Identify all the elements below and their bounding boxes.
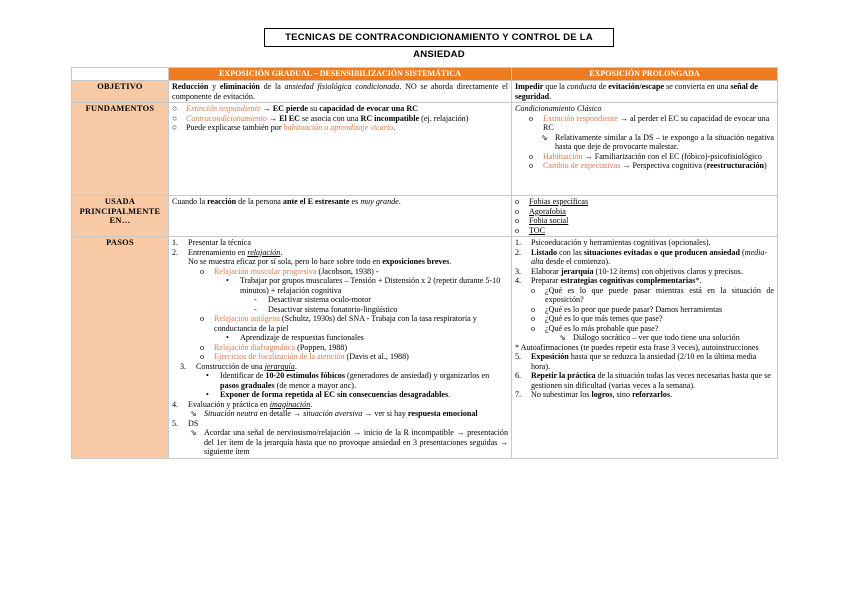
arrow-bullet-icon: ⇘ xyxy=(190,409,197,418)
techniques-table xyxy=(71,67,778,459)
arrow-bullet-icon: ⇘ xyxy=(559,333,566,342)
list-item: o ¿Qué es lo que puede pasar mientras está en la situación de exposición? xyxy=(531,285,774,304)
list-item: ⇘ Situación neutra en detalle → situación aversiva → ver si hay respuesta emocional xyxy=(190,409,478,418)
fundamentos-left xyxy=(169,103,512,196)
list-item: o Relajación diafragmática (Poppen, 1988) xyxy=(200,342,348,352)
list-item: o Habituación → Familiarización con el EC (fóbico)-psicofisiológico xyxy=(529,151,762,161)
list-item: 3. Construcción de una jerarquía. xyxy=(180,361,297,371)
objetivo-right: Impedir que la conducta de evitación/escape se convierta en una señal de seguridad. xyxy=(512,81,778,103)
header-row xyxy=(72,68,778,81)
list-item: 3. Elaborar jerarquía (10-12 ítems) con objetivos claros y precisos. xyxy=(515,266,743,276)
note-text: * Autoafirmaciones (te puedes repetir esta frase 3 veces), autoinstrucciones xyxy=(515,342,759,352)
list-item: 2. Entrenamiento en relajación. xyxy=(172,247,283,257)
list-item: • Aprendizaje de respuestas funcionales xyxy=(226,333,364,342)
list-item: o Cambio de expectativas → Perspectiva cognitiva (reestructuración) xyxy=(529,161,767,170)
list-item: 5. DS xyxy=(172,418,199,428)
list-item: o Extinción respondiente → al perder el EC su capacidad de evocar una RC xyxy=(529,113,770,132)
list-item: • Exponer de forma repetida al EC sin consecuencias desagradables. xyxy=(206,390,451,399)
usada-row xyxy=(72,196,778,237)
list-item: • Identificar de 10-20 estímulos fóbicos (generadores de ansiedad) y organizarlos en pasos graduales (de menor a mayor anc). xyxy=(206,371,490,390)
list-item: o Ejercicios de focalización de la atención (Davis et al., 1988) xyxy=(200,352,409,361)
list-item: 1. Presentar la técnica xyxy=(172,238,251,247)
arrow-bullet-icon: ⇘ xyxy=(190,428,197,437)
list-item: ○ Contracondicionamiento → El EC se asocia con una RC incompatible (ej. relajación) xyxy=(172,113,469,123)
list-item: o ¿Qué es lo más probable que pase? xyxy=(531,323,659,333)
list-item: ⇘ Diálogo socrático – ver que todo tiene una solución xyxy=(559,333,740,342)
pasos-right xyxy=(512,237,778,459)
list-item: o Fobia social xyxy=(515,216,569,225)
list-item: o Fobias específicas xyxy=(515,197,589,206)
header-prolongada: EXPOSICIÓN PROLONGADA xyxy=(512,68,778,81)
list-item: 4. Evaluación y práctica en imaginación. xyxy=(172,399,313,409)
objetivo-left: Reducción y eliminación de la ansiedad fisiológica condicionada. NO se aborda directamente el componente de evitación. xyxy=(169,81,512,103)
list-item: ○ Extinción respondiente → EC pierde su capacidad de evocar una RC xyxy=(172,104,419,113)
fundamentos-row xyxy=(72,103,778,196)
list-item: o Relajación autógena (Schultz, 1930s) del SNA - Trabaja con la tasa respiratoria y conductancia de la piel xyxy=(200,314,477,333)
list-item: ⇘ Relativamente similar a la DS – te expongo a la situación negativa hasta que deje de provocarte malestar. xyxy=(541,132,774,151)
list-item: 2. Listado con las situaciones evitadas o que producen ansiedad (media-alta desde el comienzo). xyxy=(515,247,768,266)
list-item: - Desactivar sistema fonatorio-lingüístico xyxy=(254,304,398,314)
label-pasos: PASOS xyxy=(72,237,169,459)
list-item: ○ Puede explicarse también por habituación o aprendizaje vicario. xyxy=(172,123,396,132)
list-item: 5. Exposición hasta que se reduzca la ansiedad (2/10 en la última media hora). xyxy=(515,352,757,371)
list-item: o Agorafobia xyxy=(515,206,566,216)
label-objetivo: OBJETIVO xyxy=(72,81,169,103)
list-item: • Trabajar por grupos musculares – Tensión + Distensión x 2 (repetir durante 5-10 minutos) + relajación cognitiva xyxy=(226,276,501,295)
arrow-bullet-icon: ⇘ xyxy=(541,132,548,142)
list-item: o Relajación muscular progresiva (Jacobson, 1938) - xyxy=(200,266,379,276)
list-item: o ¿Qué es lo peor que puede pasar? Damos herramientas xyxy=(531,304,723,314)
pasos-left xyxy=(169,237,512,459)
list-item: 4. Preparar estrategias cognitivas complementarias*. xyxy=(515,276,702,285)
list-item: ⇘ Acordar una señal de nerviosismo/relajación → inicio de la R incompatible → presentación del 1er ítem de la jerarquía hasta que no provoque ansiedad en 3 presentaciones seguidas → siguiente ítem xyxy=(190,428,508,456)
list-item: o TOC xyxy=(515,225,546,235)
usada-left: Cuando la reacción de la persona ante el E estresante es muy grande. xyxy=(169,196,512,237)
objetivo-row xyxy=(72,81,778,103)
list-item: No se muestra eficaz por sí sola, pero lo hace sobre todo en exposiciones breves. xyxy=(188,257,452,266)
label-usada: USADA PRINCIPALMENTE EN… xyxy=(72,196,169,237)
header-gradual: EXPOSICIÓN GRADUAL – DESENSIBILIZACIÓN SISTEMÁTICA xyxy=(169,68,512,81)
document-title: TECNICAS DE CONTRACONDICIONAMIENTO Y CONTROL DE LA ANSIEDAD xyxy=(264,28,614,47)
pasos-row xyxy=(72,237,778,459)
list-item: - Desactivar sistema oculo-motor xyxy=(254,295,371,304)
list-item: o ¿Qué es lo que más temes que pase? xyxy=(531,314,663,323)
label-fundamentos: FUNDAMENTOS xyxy=(72,103,169,196)
list-item: 6. Repetir la práctica de la situación todas las veces necesarias hasta que se gestionen sin dificultad (varias veces a la semana). xyxy=(515,371,771,390)
list-item: 7. No subestimar los logros, sino reforzarlos. xyxy=(515,390,673,399)
usada-right xyxy=(512,196,778,237)
fundamentos-right: Condicionamiento Clásico o Extinción respondiente → al perder el EC su capacidad de evocar una RC ⇘ Relativamente similar a la DS – te expongo a la situación negativa hasta que deje de provocarte malestar. o Habituación → Familiarización con el EC (fóbico)-psicofisiológico o Cambio de expectativas → Perspectiva cognitiva (reestructuración) xyxy=(512,103,778,196)
list-item: 1. Psicoeducación y herramientas cognitivas (opcionales). xyxy=(515,238,711,247)
